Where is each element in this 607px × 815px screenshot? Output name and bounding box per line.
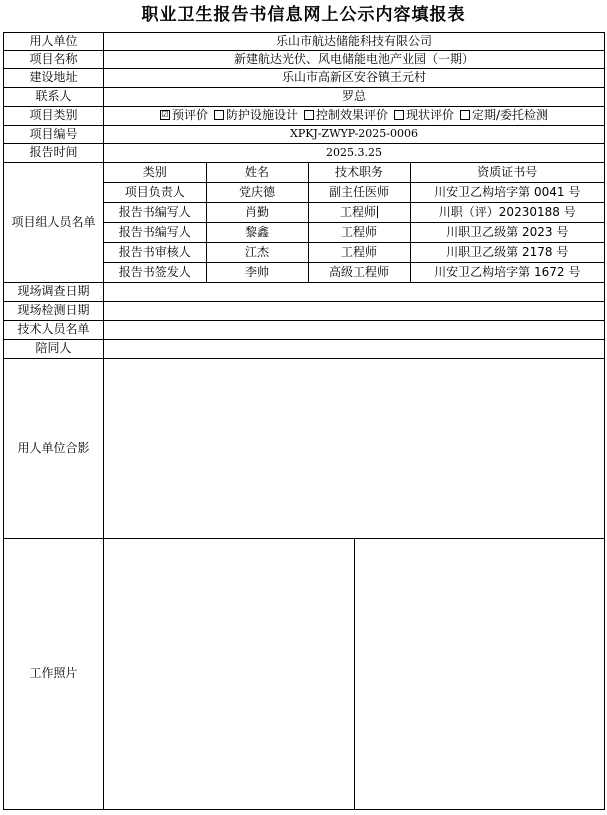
member-title-cell[interactable]: [308, 203, 410, 223]
group-photo-area[interactable]: [104, 359, 605, 539]
tech-staff-label: 技术人员名单: [4, 321, 104, 340]
row-test-date: [4, 302, 605, 321]
employer-label: 用人单位: [4, 33, 104, 51]
work-photo-split: [104, 539, 604, 809]
row-work-photo: [4, 539, 605, 810]
option-status-evaluation[interactable]: [394, 109, 454, 122]
tech-staff-value[interactable]: [104, 321, 605, 340]
team-table: [104, 163, 604, 282]
option-protection-design[interactable]: [214, 109, 298, 122]
member-role: 报告书审核人: [104, 243, 206, 263]
work-photo-cell: [104, 539, 605, 810]
address-value: 乐山市高新区安谷镇王元村: [104, 69, 605, 88]
member-cert: 川安卫乙构培字第 1672 号: [410, 263, 604, 283]
table-row: [104, 183, 604, 203]
group-photo-label: 用人单位合影: [4, 359, 104, 539]
survey-date-value[interactable]: [104, 283, 605, 302]
team-header-role: 类别: [104, 163, 206, 183]
row-project-type: [4, 107, 605, 126]
project-no-value: XPKJ-ZWYP-2025-0006: [104, 126, 605, 144]
table-row: [104, 243, 604, 263]
work-photo-right[interactable]: [354, 539, 605, 809]
survey-date-label: 现场调查日期: [4, 283, 104, 302]
member-name: 江杰: [206, 243, 308, 263]
member-title: 工程师: [339, 204, 376, 219]
text-cursor: [377, 206, 378, 218]
test-date-value[interactable]: [104, 302, 605, 321]
page-title: 职业卫生报告书信息网上公示内容填报表: [141, 5, 466, 25]
member-role: 项目负责人: [104, 183, 206, 203]
disclosure-form-table: [3, 32, 605, 810]
contact-value: 罗总: [104, 88, 605, 107]
checkbox-checked-icon[interactable]: ☑: [161, 109, 169, 119]
row-employer: [4, 33, 605, 51]
checkbox-icon[interactable]: [460, 110, 470, 120]
work-photo-label: 工作照片: [4, 539, 104, 810]
row-project-name: [4, 51, 605, 69]
accompany-value[interactable]: [104, 340, 605, 359]
employer-value: 乐山市航达储能科技有限公司: [104, 33, 605, 51]
work-photo-left[interactable]: [104, 539, 354, 809]
project-name-value: 新建航达光伏、风电储能电池产业园（一期）: [104, 51, 605, 69]
project-type-options: [104, 107, 605, 126]
option-label: 现状评价: [405, 108, 454, 123]
member-title: 工程师: [308, 243, 410, 263]
option-control-effect[interactable]: [304, 109, 388, 122]
team-header-name: 姓名: [206, 163, 308, 183]
row-accompany: [4, 340, 605, 359]
table-row: [104, 263, 604, 283]
option-periodic-testing[interactable]: [460, 109, 548, 122]
member-title: 工程师: [308, 223, 410, 243]
accompany-label: 陪同人: [4, 340, 104, 359]
member-name: 李帅: [206, 263, 308, 283]
member-title: 高级工程师: [308, 263, 410, 283]
team-label: 项目组人员名单: [4, 163, 104, 283]
member-name: 黎鑫: [206, 223, 308, 243]
member-cert: 川职（评）20230188 号: [410, 203, 604, 223]
row-address: [4, 69, 605, 88]
contact-label: 联系人: [4, 88, 104, 107]
test-date-label: 现场检测日期: [4, 302, 104, 321]
team-header-title: 技术职务: [308, 163, 410, 183]
project-no-label: 项目编号: [4, 126, 104, 144]
row-survey-date: [4, 283, 605, 302]
checkbox-icon[interactable]: [394, 110, 404, 120]
option-label: 防护设施设计: [225, 108, 298, 123]
member-cert: 川职卫乙级第 2178 号: [410, 243, 604, 263]
row-group-photo: [4, 359, 605, 539]
project-type-label: 项目类别: [4, 107, 104, 126]
row-report-date: [4, 144, 605, 163]
member-role: 报告书编写人: [104, 203, 206, 223]
member-name: 肖勤: [206, 203, 308, 223]
project-name-label: 项目名称: [4, 51, 104, 69]
team-header-cert: 资质证书号: [410, 163, 604, 183]
member-name: 党庆德: [206, 183, 308, 203]
member-cert: 川安卫乙构培字第 0041 号: [410, 183, 604, 203]
checkbox-icon[interactable]: [304, 110, 314, 120]
member-role: 报告书编写人: [104, 223, 206, 243]
row-team: [4, 163, 605, 283]
table-row: [104, 223, 604, 243]
checkbox-icon[interactable]: [214, 110, 224, 120]
option-label: 控制效果评价: [315, 108, 388, 123]
address-label: 建设地址: [4, 69, 104, 88]
row-tech-staff: [4, 321, 605, 340]
option-pre-evaluation[interactable]: [160, 109, 208, 122]
report-date-value: 2025.3.25: [104, 144, 605, 163]
row-contact: [4, 88, 605, 107]
table-row: [104, 203, 604, 223]
row-project-no: [4, 126, 605, 144]
option-label: 定期/委托检测: [472, 108, 549, 123]
member-cert: 川职卫乙级第 2023 号: [410, 223, 604, 243]
member-role: 报告书签发人: [104, 263, 206, 283]
team-cell: [104, 163, 605, 283]
team-header-row: [104, 163, 604, 183]
report-date-label: 报告时间: [4, 144, 104, 163]
option-label: 预评价: [171, 108, 208, 123]
member-title: 副主任医师: [308, 183, 410, 203]
